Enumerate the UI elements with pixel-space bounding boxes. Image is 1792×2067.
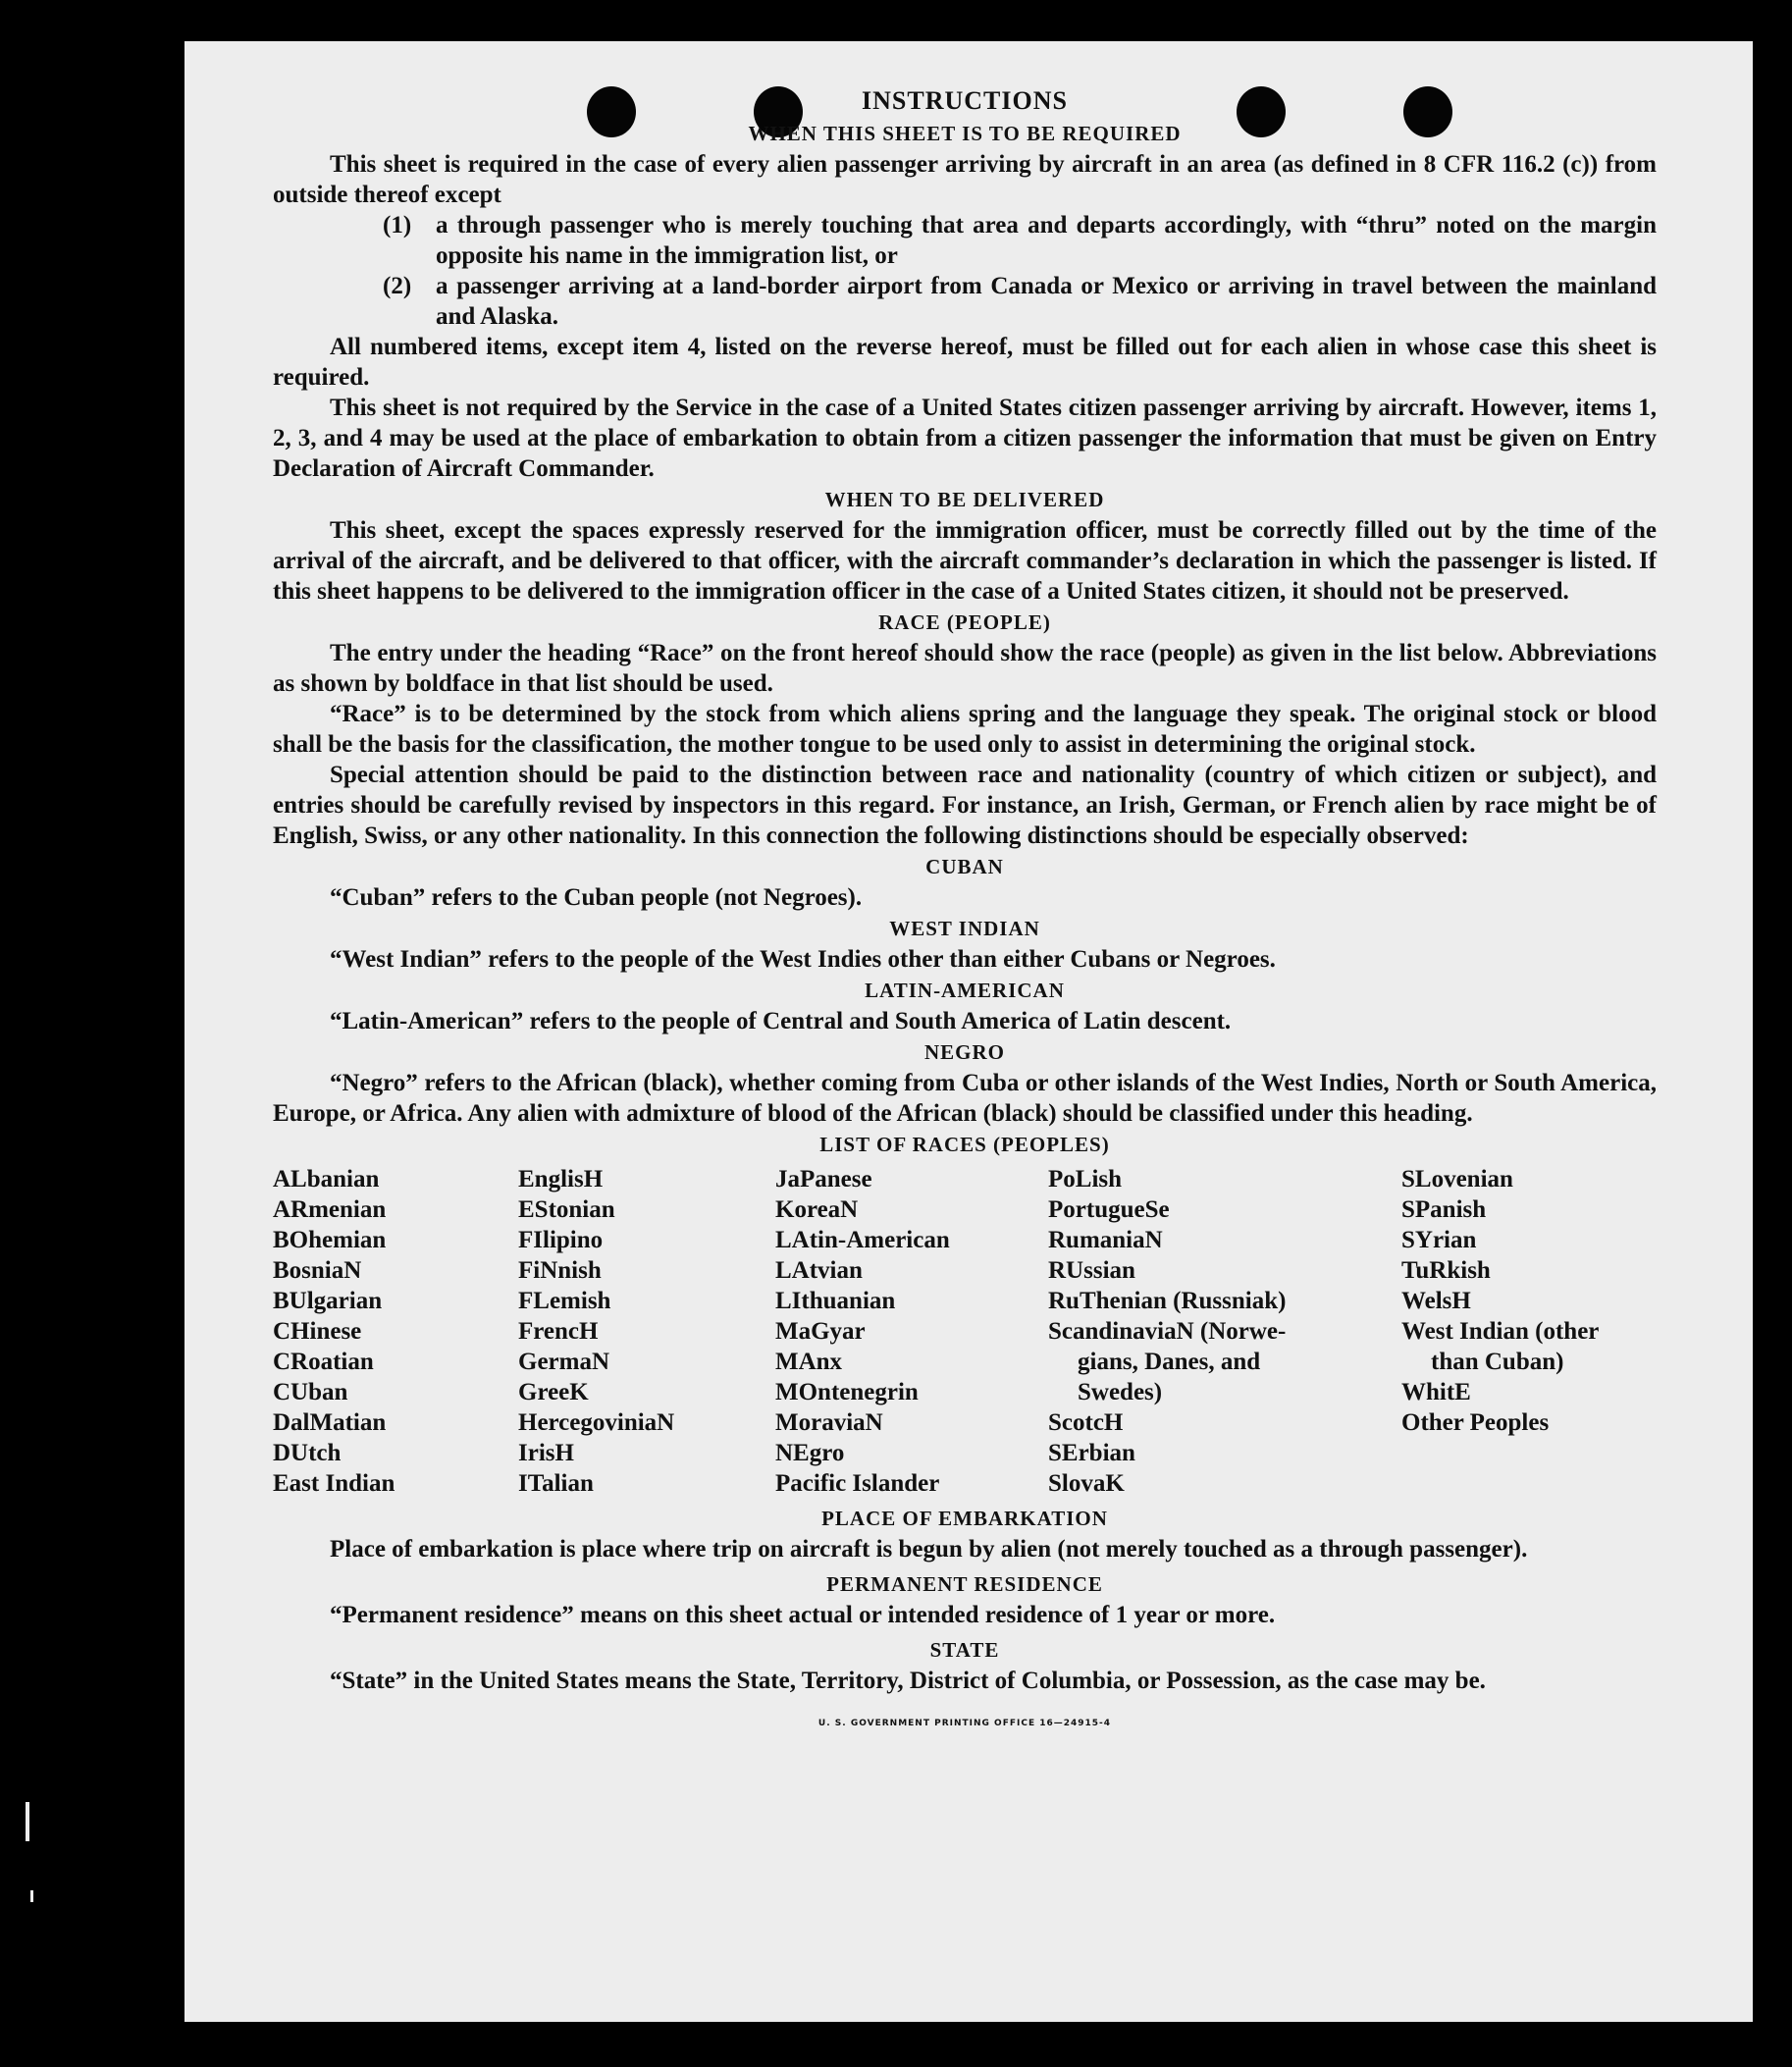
race-entry: FLemish <box>518 1288 611 1314</box>
race-entry: GermaN <box>518 1349 610 1375</box>
race-entry: Other Peoples <box>1401 1409 1550 1436</box>
race-entry: MOntenegrin <box>775 1379 919 1405</box>
race-entry-continuation: than Cuban) <box>1431 1349 1564 1375</box>
races-column <box>1401 1164 1657 1499</box>
paragraph: This sheet, except the spaces expressly reserved for the immigration officer, must be correctly filled out by the time of the arrival of the aircraft, and be delivered to that officer, with the aircraft commander’s declaration in which the passenger is listed. If this sheet happens to be delivered to the immigration officer in the case of a United States citizen, it should not be preserved. <box>273 517 1657 605</box>
race-entry: LAtvian <box>775 1257 863 1284</box>
paragraph: All numbered items, except item 4, listed on the reverse hereof, must be filled out for each alien in whose case this sheet is required. <box>273 334 1657 391</box>
race-entry: PortugueSe <box>1048 1196 1170 1223</box>
race-entry: ALbanian <box>273 1166 380 1192</box>
race-entry: ARmenian <box>273 1196 387 1223</box>
paragraph: This sheet is not required by the Service in the case of a United States citizen passenger arriving by aircraft. However, items 1, 2, 3, and 4 may be used at the place of embarkation to obtain from a citizen passenger the information that must be given on Entry Declaration of Aircraft Commander. <box>273 395 1657 482</box>
races-column <box>273 1164 518 1499</box>
race-entry: SPanish <box>1401 1196 1487 1223</box>
race-entry: FrencH <box>518 1318 599 1345</box>
race-entry: ITalian <box>518 1470 594 1497</box>
race-entry: MoraviaN <box>775 1409 883 1436</box>
list-item <box>383 271 1657 332</box>
race-entry: MAnx <box>775 1349 843 1375</box>
paragraph: Place of embarkation is place where trip on aircraft is begun by alien (not merely touched as a through passenger). <box>330 1536 1528 1563</box>
race-entry: Pacific Islander <box>775 1470 940 1497</box>
item-number: (2) <box>383 273 412 299</box>
section-heading: CUBAN <box>925 855 1004 878</box>
race-entry: WhitE <box>1401 1379 1471 1405</box>
section-heading: PERMANENT RESIDENCE <box>826 1572 1103 1596</box>
paragraph: The entry under the heading “Race” on the front hereof should show the race (people) as given in the list below. Abbreviations as shown by boldface in that list should be used. <box>273 640 1657 697</box>
paragraph: “State” in the United States means the State, Territory, District of Columbia, or Possession, as the case may be. <box>330 1668 1486 1694</box>
race-entry: LAtin-American <box>775 1227 950 1253</box>
race-entry: ScotcH <box>1048 1409 1124 1436</box>
race-entry: RumaniaN <box>1048 1227 1163 1253</box>
scan-artifact <box>26 1802 29 1841</box>
race-entry: SlovaK <box>1048 1470 1125 1497</box>
race-entry: SErbian <box>1048 1440 1135 1466</box>
instructions-content <box>273 84 1657 1729</box>
race-entry: WelsH <box>1401 1288 1471 1314</box>
race-entry: East Indian <box>273 1470 395 1497</box>
list-item <box>383 210 1657 271</box>
race-entry: MaGyar <box>775 1318 866 1345</box>
section-heading: WHEN THIS SHEET IS TO BE REQUIRED <box>748 122 1182 145</box>
races-column <box>1048 1164 1401 1499</box>
paragraph: “Latin-American” refers to the people of Central and South America of Latin descent. <box>330 1008 1232 1034</box>
race-entry: JaPanese <box>775 1166 872 1192</box>
printer-imprint: U. S. GOVERNMENT PRINTING OFFICE 16—24915-4 <box>817 1719 1112 1728</box>
section-heading: NEGRO <box>923 1040 1005 1064</box>
section-heading: STATE <box>929 1638 1000 1662</box>
race-entry: ScandinaviaN (Norwe- <box>1048 1318 1287 1345</box>
race-entry: EnglisH <box>518 1166 604 1192</box>
race-entry: CRoatian <box>273 1349 374 1375</box>
item-number: (1) <box>383 212 412 238</box>
race-entry: SLovenian <box>1401 1166 1513 1192</box>
race-entry: HercegoviniaN <box>518 1409 675 1436</box>
paragraph: “Negro” refers to the African (black), whether coming from Cuba or other islands of the West Indies, North or South America, Europe, or Africa. Any alien with admixture of blood of the African (black) should be classified under this heading. <box>273 1070 1657 1127</box>
section-heading: LATIN-AMERICAN <box>865 979 1065 1002</box>
race-entry: LIthuanian <box>775 1288 896 1314</box>
race-entry: CHinese <box>273 1318 362 1345</box>
paragraph: “West Indian” refers to the people of the West Indies other than either Cubans or Negroes. <box>330 946 1276 973</box>
race-entry: KoreaN <box>775 1196 859 1223</box>
paragraph: “Cuban” refers to the Cuban people (not Negroes). <box>330 884 863 911</box>
race-entry: DalMatian <box>273 1409 387 1436</box>
races-column <box>775 1164 1048 1499</box>
section-heading: LIST OF RACES (PEOPLES) <box>819 1133 1110 1156</box>
races-column <box>518 1164 775 1499</box>
race-entry: BOhemian <box>273 1227 387 1253</box>
race-entry: PoLish <box>1048 1166 1123 1192</box>
section-heading: PLACE OF EMBARKATION <box>821 1507 1108 1530</box>
race-entry: EStonian <box>518 1196 615 1223</box>
race-entry: BosniaN <box>273 1257 362 1284</box>
race-entry-continuation: gians, Danes, and <box>1078 1349 1261 1375</box>
page-title: INSTRUCTIONS <box>862 86 1068 115</box>
race-entry: GreeK <box>518 1379 589 1405</box>
paragraph: “Permanent residence” means on this sheet actual or intended residence of 1 year or more. <box>330 1602 1276 1628</box>
race-entry: SYrian <box>1401 1227 1477 1253</box>
race-entry: FIlipino <box>518 1227 604 1253</box>
race-entry: RuThenian (Russniak) <box>1048 1288 1287 1314</box>
race-entry: TuRkish <box>1401 1257 1491 1284</box>
item-text: a through passenger who is merely touching that area and departs accordingly, with “thru” noted on the margin opposite his name in the immigration list, or <box>436 212 1657 269</box>
paragraph: This sheet is required in the case of every alien passenger arriving by aircraft in an area (as defined in 8 CFR 116.2 (c)) from outside thereof except <box>273 151 1657 208</box>
race-entry: FiNnish <box>518 1257 602 1284</box>
section-heading: WEST INDIAN <box>889 917 1040 940</box>
races-list <box>273 1164 1657 1499</box>
race-entry: West Indian (other <box>1401 1318 1600 1345</box>
section-heading: WHEN TO BE DELIVERED <box>824 488 1105 511</box>
paragraph: “Race” is to be determined by the stock from which aliens spring and the language they speak. The original stock or blood shall be the basis for the classification, the mother tongue to be used only to assist in determining the original stock. <box>273 701 1657 758</box>
paragraph: Special attention should be paid to the distinction between race and nationality (country of which citizen or subject), and entries should be carefully revised by inspectors in this regard. For instance, an Irish, German, or French alien by race might be of English, Swiss, or any other nationality. In this connection the following distinctions should be especially observed: <box>273 762 1657 849</box>
race-entry: RUssian <box>1048 1257 1135 1284</box>
scan-artifact <box>30 1890 33 1902</box>
race-entry: IrisH <box>518 1440 574 1466</box>
race-entry: CUban <box>273 1379 348 1405</box>
race-entry-continuation: Swedes) <box>1078 1379 1163 1405</box>
race-entry: NEgro <box>775 1440 845 1466</box>
item-text: a passenger arriving at a land-border airport from Canada or Mexico or arriving in travel between the mainland and Alaska. <box>436 273 1657 330</box>
race-entry: DUtch <box>273 1440 342 1466</box>
race-entry: BUlgarian <box>273 1288 383 1314</box>
document-sheet <box>184 41 1753 2022</box>
section-heading: RACE (PEOPLE) <box>878 610 1051 634</box>
